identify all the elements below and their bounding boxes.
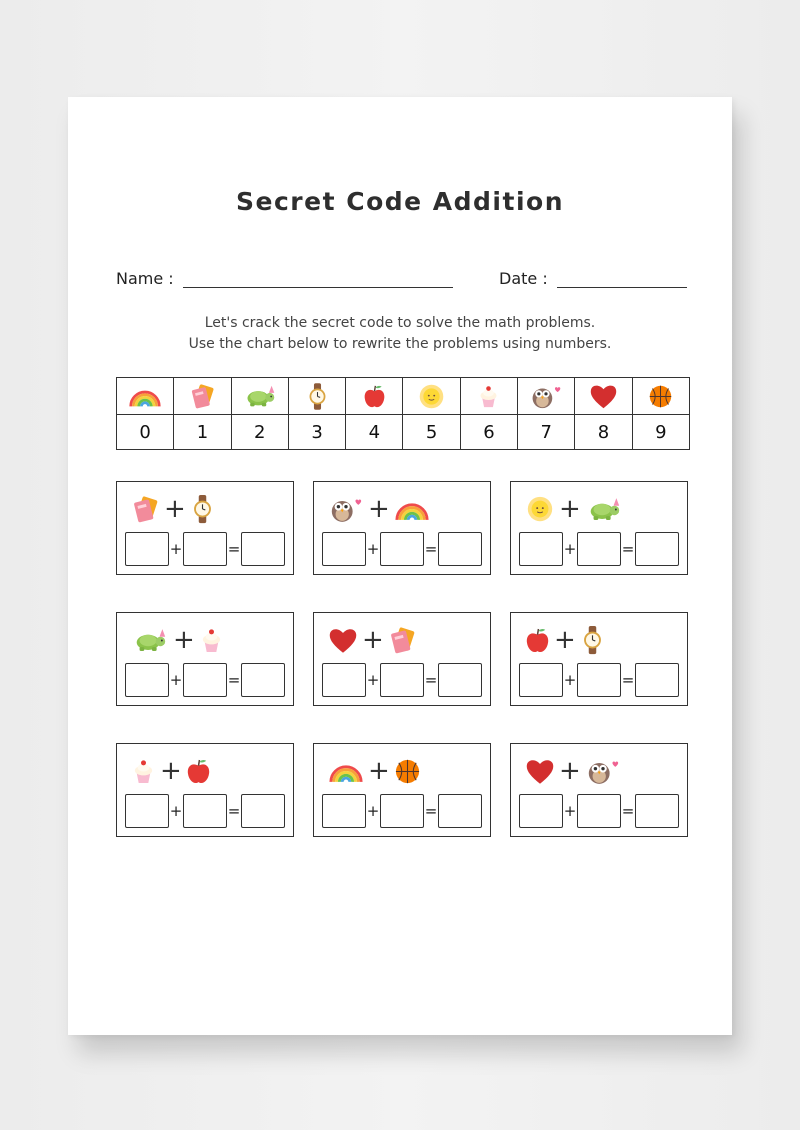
- instructions: [68, 313, 732, 355]
- problem-picture-equation: [328, 754, 421, 788]
- code-chart-number: 2: [231, 415, 288, 450]
- problem-picture-equation: [328, 623, 417, 657]
- turtle-icon: [242, 384, 278, 409]
- code-chart-number: 0: [117, 415, 174, 450]
- code-chart-icon-cell: [460, 378, 517, 415]
- date-label: Date :: [499, 269, 548, 288]
- equals-sign: =: [621, 671, 635, 689]
- name-field: [116, 269, 453, 288]
- answer-box[interactable]: [519, 794, 563, 828]
- code-chart-icon-cell: [346, 378, 403, 415]
- date-input-line[interactable]: [557, 269, 687, 288]
- answer-box[interactable]: [322, 663, 366, 697]
- code-chart-icon-cell: [403, 378, 460, 415]
- turtle-icon: [131, 627, 169, 654]
- notebook-icon: [388, 626, 417, 655]
- code-chart-icon-cell: [231, 378, 288, 415]
- answer-row: [519, 532, 679, 566]
- code-chart-number: 9: [632, 415, 689, 450]
- answer-row: [322, 794, 482, 828]
- plus-sign: +: [559, 756, 581, 786]
- problem-card: [313, 481, 491, 575]
- plus-sign: +: [368, 494, 390, 524]
- plus-sign: +: [563, 540, 577, 558]
- problem-picture-equation: [525, 623, 605, 657]
- plus-sign: +: [169, 802, 183, 820]
- apple-icon: [186, 757, 211, 786]
- plus-sign: +: [366, 540, 380, 558]
- problem-picture-equation: [131, 754, 211, 788]
- answer-row: [125, 794, 285, 828]
- turtle-icon: [585, 496, 623, 523]
- code-chart-number: 7: [518, 415, 575, 450]
- plus-sign: +: [559, 494, 581, 524]
- worksheet-page: [68, 97, 732, 1035]
- plus-sign: +: [169, 671, 183, 689]
- problem-picture-equation: [525, 492, 623, 526]
- answer-row: [322, 532, 482, 566]
- answer-box[interactable]: [577, 532, 621, 566]
- answer-row: [125, 532, 285, 566]
- answer-box[interactable]: [380, 532, 424, 566]
- answer-box[interactable]: [125, 532, 169, 566]
- plus-sign: +: [368, 756, 390, 786]
- code-chart-icon-cell: [117, 378, 174, 415]
- answer-row: [519, 663, 679, 697]
- notebook-icon: [189, 383, 216, 410]
- plus-sign: +: [362, 625, 384, 655]
- code-chart-icon-row: [117, 378, 690, 415]
- answer-box[interactable]: [438, 663, 482, 697]
- code-chart-number: 3: [288, 415, 345, 450]
- answer-box[interactable]: [183, 532, 227, 566]
- code-chart-number-row: [117, 415, 690, 450]
- equals-sign: =: [621, 540, 635, 558]
- cupcake-icon: [199, 626, 224, 655]
- equals-sign: =: [424, 540, 438, 558]
- answer-box[interactable]: [519, 532, 563, 566]
- problem-card: [116, 481, 294, 575]
- plus-sign: +: [563, 671, 577, 689]
- answer-box[interactable]: [380, 663, 424, 697]
- answer-box[interactable]: [183, 663, 227, 697]
- equals-sign: =: [227, 802, 241, 820]
- problem-card: [510, 743, 688, 837]
- code-chart-icon-cell: [518, 378, 575, 415]
- basketball-icon: [648, 384, 673, 409]
- code-chart-number: 6: [460, 415, 517, 450]
- answer-box[interactable]: [635, 794, 679, 828]
- equals-sign: =: [227, 540, 241, 558]
- sun-icon: [525, 494, 555, 524]
- problem-picture-equation: [525, 754, 621, 788]
- rainbow-icon: [394, 495, 430, 524]
- sun-icon: [417, 382, 446, 411]
- code-chart-icon-cell: [174, 378, 231, 415]
- code-chart-icon-cell: [575, 378, 632, 415]
- cupcake-icon: [477, 383, 500, 410]
- answer-box[interactable]: [635, 532, 679, 566]
- answer-box[interactable]: [241, 794, 285, 828]
- owl-icon: [585, 757, 621, 786]
- watch-icon: [580, 625, 605, 655]
- rainbow-icon: [128, 383, 162, 410]
- instruction-line-1: Let's crack the secret code to solve the math problems.: [204, 315, 596, 331]
- equals-sign: =: [424, 802, 438, 820]
- answer-box[interactable]: [241, 663, 285, 697]
- plus-sign: +: [366, 802, 380, 820]
- instruction-line-2: Use the chart below to rewrite the problems using numbers.: [188, 336, 612, 352]
- code-chart-number: 1: [174, 415, 231, 450]
- answer-box[interactable]: [125, 794, 169, 828]
- answer-box[interactable]: [519, 663, 563, 697]
- problem-card: [510, 612, 688, 706]
- watch-icon: [306, 382, 329, 411]
- name-label: Name :: [116, 269, 174, 288]
- code-chart-number: 8: [575, 415, 632, 450]
- answer-box[interactable]: [322, 794, 366, 828]
- basketball-icon: [394, 758, 421, 785]
- problem-card: [116, 743, 294, 837]
- owl-icon: [328, 495, 364, 524]
- answer-box[interactable]: [438, 532, 482, 566]
- answer-box[interactable]: [241, 532, 285, 566]
- plus-sign: +: [563, 802, 577, 820]
- cupcake-icon: [131, 757, 156, 786]
- watch-icon: [190, 494, 215, 524]
- problem-picture-equation: [328, 492, 430, 526]
- code-chart-number: 5: [403, 415, 460, 450]
- rainbow-icon: [328, 757, 364, 786]
- problem-card: [510, 481, 688, 575]
- answer-box[interactable]: [380, 794, 424, 828]
- heart-icon: [525, 757, 555, 786]
- answer-box[interactable]: [635, 663, 679, 697]
- plus-sign: +: [173, 625, 195, 655]
- equals-sign: =: [227, 671, 241, 689]
- code-chart-number: 4: [346, 415, 403, 450]
- plus-sign: +: [160, 756, 182, 786]
- plus-sign: +: [366, 671, 380, 689]
- date-field: [499, 269, 687, 288]
- apple-icon: [363, 383, 386, 410]
- code-chart-icon-cell: [632, 378, 689, 415]
- equals-sign: =: [424, 671, 438, 689]
- answer-box[interactable]: [322, 532, 366, 566]
- problem-picture-equation: [131, 623, 224, 657]
- code-chart-icon-cell: [288, 378, 345, 415]
- problem-card: [313, 743, 491, 837]
- answer-box[interactable]: [183, 794, 227, 828]
- page-title: Secret Code Addition: [236, 187, 564, 216]
- equals-sign: =: [621, 802, 635, 820]
- plus-sign: +: [169, 540, 183, 558]
- apple-icon: [525, 626, 550, 655]
- name-input-line[interactable]: [183, 269, 453, 288]
- problem-picture-equation: [131, 492, 215, 526]
- notebook-icon: [131, 495, 160, 524]
- problem-card: [116, 612, 294, 706]
- answer-row: [519, 794, 679, 828]
- plus-sign: +: [164, 494, 186, 524]
- plus-sign: +: [554, 625, 576, 655]
- answer-row: [125, 663, 285, 697]
- answer-box[interactable]: [125, 663, 169, 697]
- heart-icon: [589, 383, 618, 410]
- answer-box[interactable]: [438, 794, 482, 828]
- problem-card: [313, 612, 491, 706]
- owl-icon: [529, 383, 563, 410]
- code-chart: [116, 377, 690, 450]
- answer-box[interactable]: [577, 663, 621, 697]
- answer-box[interactable]: [577, 794, 621, 828]
- heart-icon: [328, 626, 358, 655]
- answer-row: [322, 663, 482, 697]
